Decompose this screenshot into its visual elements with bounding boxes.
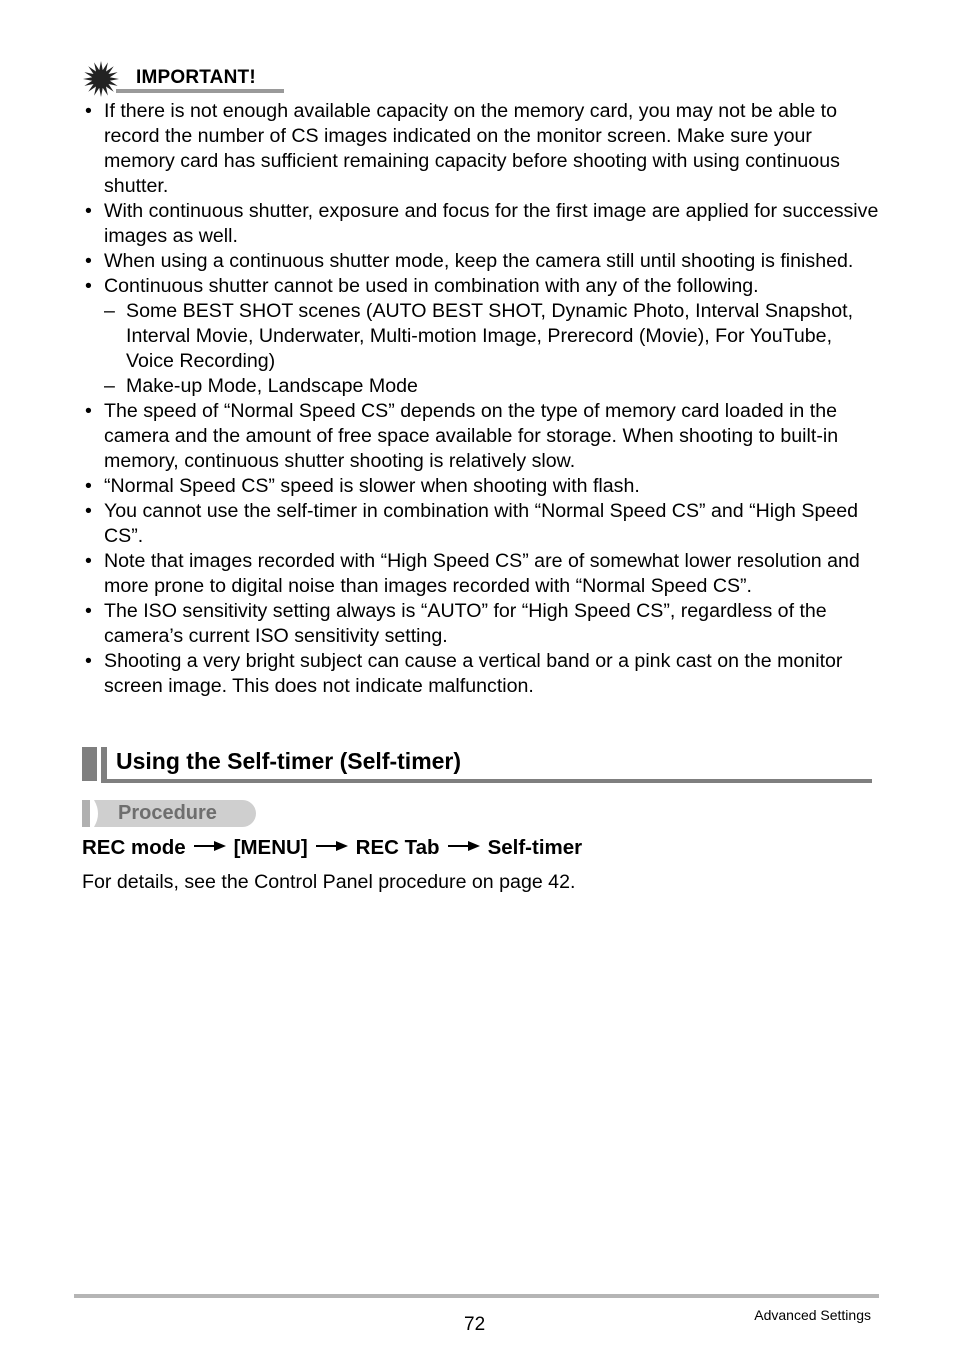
important-bullet bbox=[82, 549, 882, 599]
important-bullet bbox=[82, 499, 882, 549]
procedure-path bbox=[82, 836, 582, 860]
arrow-right-icon bbox=[448, 839, 480, 853]
arrow-right-icon bbox=[194, 839, 226, 853]
bullet-text: If there is not enough available capacity on the memory card, you may not be able to record the number of CS images indicated on the monitor screen. Make sure your memory card has sufficient remaining capacity before shooting with using continuous shutter. bbox=[104, 100, 840, 197]
bullet-mark: • bbox=[85, 400, 92, 422]
important-bullet bbox=[82, 649, 882, 699]
dash-mark: – bbox=[104, 375, 115, 397]
procedure-notch-icon bbox=[82, 800, 102, 827]
sub-bullet-list bbox=[104, 299, 882, 399]
bullet-text: When using a continuous shutter mode, keep the camera still until shooting is finished. bbox=[104, 250, 854, 272]
bullet-mark: • bbox=[85, 600, 92, 622]
section-header bbox=[82, 745, 872, 783]
bullet-text: The speed of “Normal Speed CS” depends on the type of memory card loaded in the camera and the amount of free space available for storage. When shooting to built-in memory, continuous shutter shooting is relatively slow. bbox=[104, 400, 839, 472]
bullet-mark: • bbox=[85, 100, 92, 122]
bullet-mark: • bbox=[85, 275, 92, 297]
bullet-mark: • bbox=[85, 475, 92, 497]
bullet-mark: • bbox=[85, 650, 92, 672]
arrow-right-icon bbox=[316, 839, 348, 853]
sub-bullet bbox=[104, 374, 882, 399]
procedure-step: REC Tab bbox=[355, 836, 440, 859]
bullet-text: “Normal Speed CS” speed is slower when shooting with flash. bbox=[104, 475, 640, 497]
important-label: IMPORTANT! bbox=[136, 67, 256, 88]
important-bullet-list bbox=[82, 99, 882, 699]
procedure-step: Self-timer bbox=[487, 836, 583, 859]
bullet-text: Shooting a very bright subject can cause a vertical band or a pink cast on the monitor screen image. This does not indicate malfunction. bbox=[104, 650, 843, 697]
starburst-icon bbox=[82, 60, 120, 98]
section-bar-thick bbox=[82, 747, 97, 781]
section-bar-thin bbox=[101, 747, 107, 781]
section-underline bbox=[101, 779, 872, 783]
sub-bullet-text: Some BEST SHOT scenes (AUTO BEST SHOT, Dynamic Photo, Interval Snapshot, Interval Movie, Underwater, Multi-motion Image, Prerecord (Movie), For YouTube, Voice Recording) bbox=[126, 300, 854, 372]
procedure-step: REC mode bbox=[82, 836, 186, 859]
important-bullet bbox=[82, 599, 882, 649]
footer-section-name: Advanced Settings bbox=[754, 1307, 871, 1323]
bullet-text: The ISO sensitivity setting always is “AUTO” for “High Speed CS”, regardless of the camera’s current ISO sensitivity setting. bbox=[104, 600, 827, 647]
important-bullet bbox=[82, 474, 882, 499]
bullet-mark: • bbox=[85, 200, 92, 222]
sub-bullet bbox=[104, 299, 882, 374]
dash-mark: – bbox=[104, 300, 115, 322]
bullet-mark: • bbox=[85, 500, 92, 522]
important-bullet bbox=[82, 199, 882, 249]
procedure-details: For details, see the Control Panel procedure on page 42. bbox=[82, 871, 576, 893]
procedure-step: [MENU] bbox=[233, 836, 308, 859]
procedure-tag bbox=[82, 800, 256, 827]
important-bullet bbox=[82, 274, 882, 399]
bullet-text: With continuous shutter, exposure and focus for the first image are applied for successive images as well. bbox=[104, 200, 879, 247]
section-title: Using the Self-timer (Self-timer) bbox=[116, 748, 462, 774]
procedure-label: Procedure bbox=[118, 802, 217, 824]
bullet-text: Note that images recorded with “High Speed CS” are of somewhat lower resolution and more prone to digital noise than images recorded with “Normal Speed CS”. bbox=[104, 550, 860, 597]
page-number: 72 bbox=[464, 1314, 486, 1335]
footer-rule bbox=[74, 1294, 879, 1298]
important-header bbox=[82, 60, 286, 96]
important-underline bbox=[116, 89, 284, 93]
bullet-mark: • bbox=[85, 250, 92, 272]
important-bullet bbox=[82, 249, 882, 274]
important-bullet bbox=[82, 99, 882, 199]
important-bullet bbox=[82, 399, 882, 474]
sub-bullet-text: Make-up Mode, Landscape Mode bbox=[126, 375, 418, 397]
bullet-text: You cannot use the self-timer in combination with “Normal Speed CS” and “High Speed CS”. bbox=[104, 500, 859, 547]
bullet-text: Continuous shutter cannot be used in combination with any of the following. bbox=[104, 275, 759, 297]
bullet-mark: • bbox=[85, 550, 92, 572]
